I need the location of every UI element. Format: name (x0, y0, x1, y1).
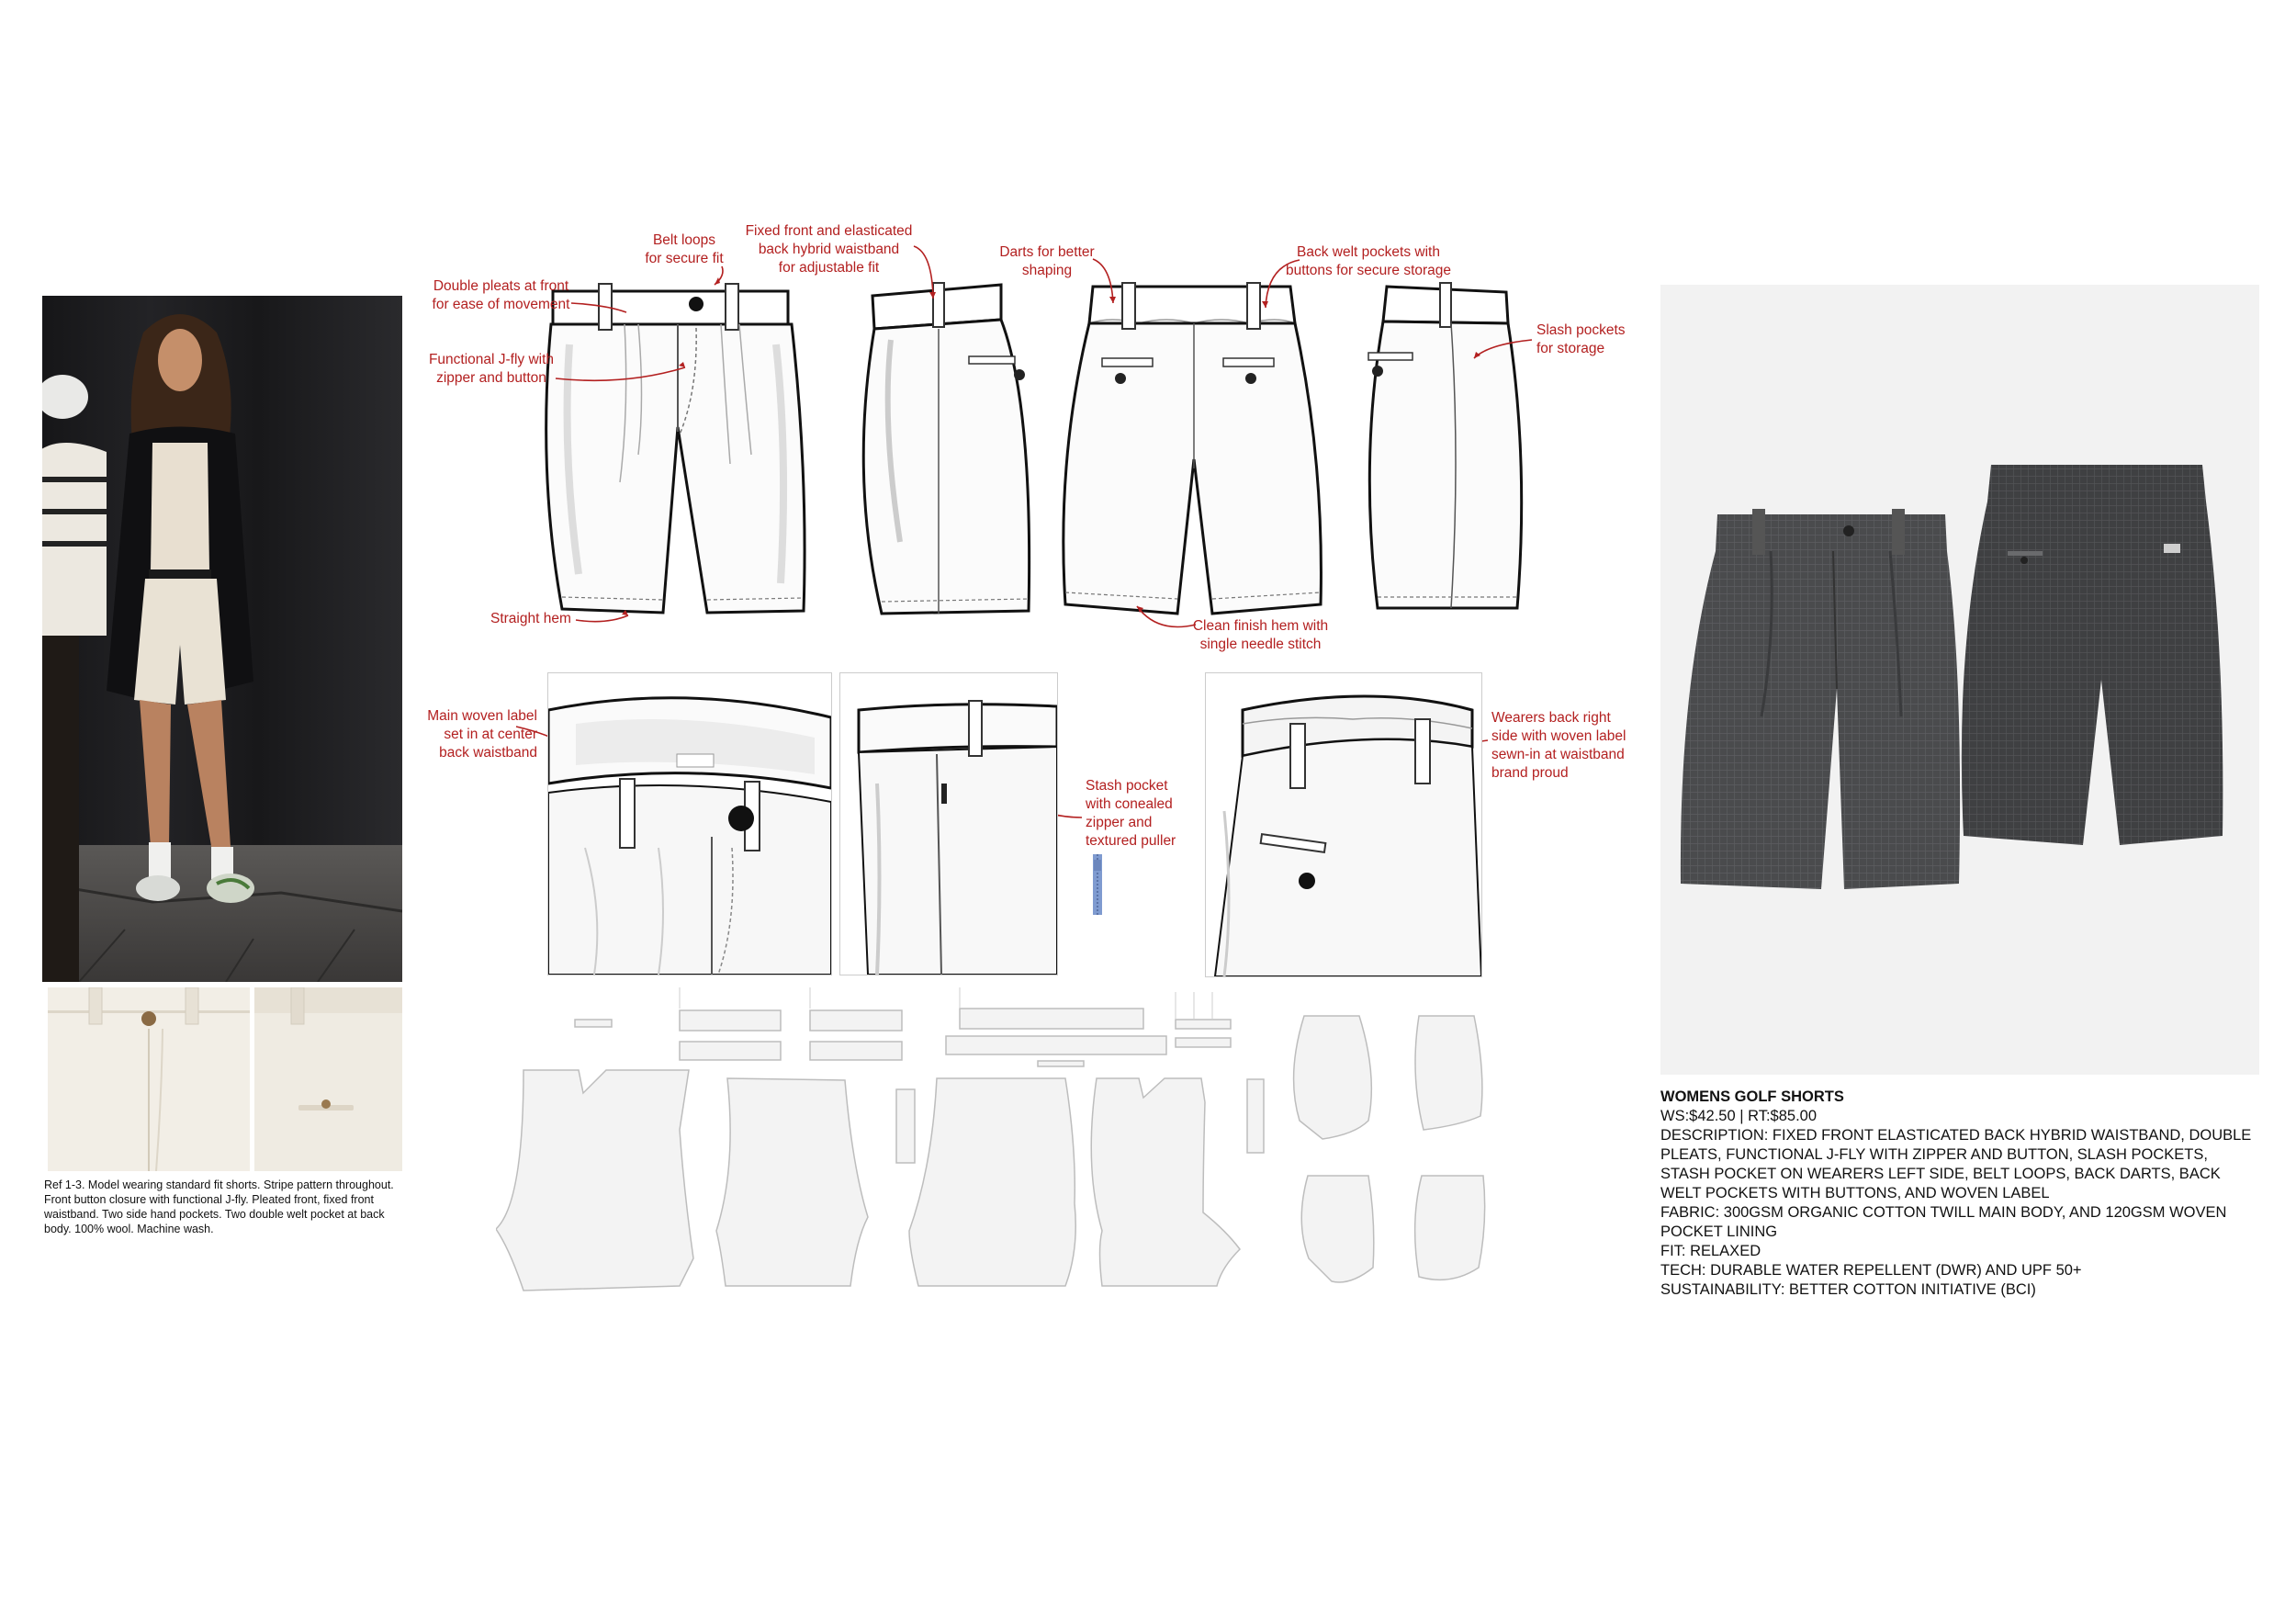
annotation-jfly: Functional J-fly with zipper and button (428, 352, 555, 386)
annotation-double-pleats: Double pleats at front for ease of movement (432, 278, 570, 312)
render-3d-shorts (1660, 285, 2259, 1075)
reference-caption: Ref 1-3. Model wearing standard fit shorts. Stripe pattern throughout. Front button closure with functional J-fly. Pleated front, fixed front waistband. Two side hand pockets. Two double welt pocket at back body. 100% wool. Machine wash. (44, 1178, 394, 1235)
annotation-waistband: Fixed front and elasticated back hybrid waistband for adjustable fit (745, 223, 913, 276)
annotation-wearers-back: Wearers back right side with woven label sewn-in at waistband brand proud (1491, 710, 1626, 781)
detail-stash-pocket (839, 672, 1058, 975)
spec-block (1660, 1088, 2257, 1300)
annotation-clean-finish: Clean finish hem with single needle stitch (1192, 618, 1329, 652)
spec-fabric: FABRIC: 300GSM ORGANIC COTTON TWILL MAIN BODY, AND 120GSM WOVEN POCKET LINING (1660, 1204, 2227, 1240)
spec-description: DESCRIPTION: FIXED FRONT ELASTICATED BACK HYBRID WAISTBAND, DOUBLE PLEATS, FUNCTIONAL J-FLY WITH ZIPPER AND BUTTON, SLASH POCKETS, STASH POCKET ON WEARERS LEFT SIDE, BELT LOOPS, BACK DARTS, BACK WELT POCKETS WITH BUTTONS, AND WOVEN LABEL (1660, 1127, 2252, 1201)
spec-sustainability: SUSTAINABILITY: BETTER COTTON INITIATIVE (BCI) (1660, 1281, 2036, 1298)
spec-price: WS:$42.50 | RT:$85.00 (1660, 1108, 1818, 1124)
annotation-stash-pocket: Stash pocket with conealed zipper and textured puller (1086, 778, 1176, 849)
pattern-pieces (496, 983, 1525, 1336)
zipper-swatch (1089, 854, 1106, 915)
spec-fit: FIT: RELAXED (1660, 1243, 1761, 1259)
spec-tech: TECH: DURABLE WATER REPELLENT (DWR) AND UPF 50+ (1660, 1262, 2082, 1279)
annotation-main-label: Main woven label set in at center back waistband (427, 708, 537, 761)
annotation-darts: Darts for better shaping (999, 244, 1095, 278)
detail-back-label (1205, 672, 1482, 977)
annotation-belt-loops: Belt loops for secure fit (645, 232, 724, 266)
annotation-back-welt: Back welt pockets with buttons for secure storage (1285, 244, 1452, 278)
annotation-slash-pockets: Slash pockets for storage (1536, 322, 1626, 356)
detail-waistband-front (547, 672, 832, 975)
annotation-straight-hem: Straight hem (490, 611, 571, 626)
spec-title: WOMENS GOLF SHORTS (1660, 1088, 1844, 1105)
